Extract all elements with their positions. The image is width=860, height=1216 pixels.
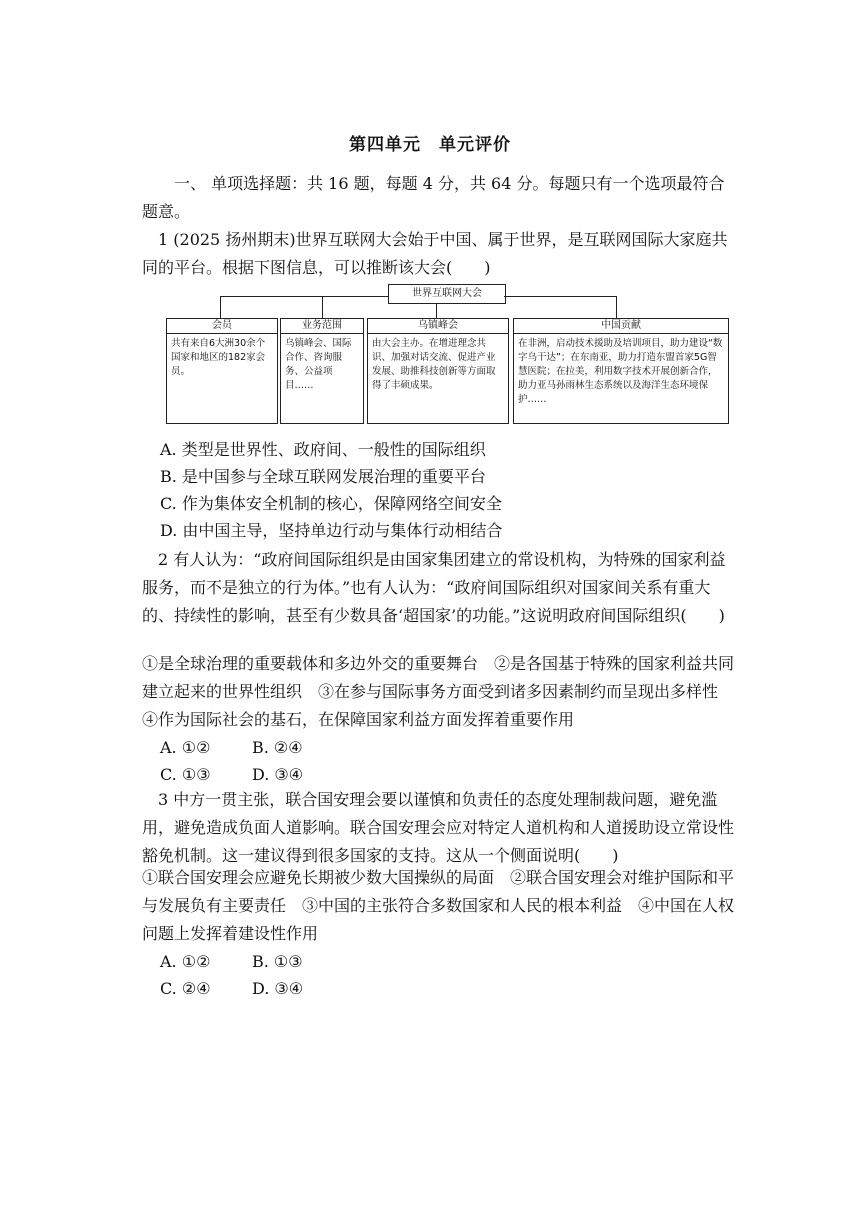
box-body: 由大会主办。在增进理念共识、加强对话交流、促进产业发展、助推科技创新等方面取得了丰硕成果。 xyxy=(372,338,496,391)
question-3-stem: 3 中方一贯主张，联合国安理会要以谨慎和负责任的态度处理制裁问题，避免滥用，避免造成负面人道影响。联合国安理会应对特定人道机构和人道援助设立常设性豁免机制。这一建议得到很多国家的支持。这从一个侧面说明( ) xyxy=(142,790,735,865)
question-2-option-b: B. ②④ xyxy=(252,738,303,757)
connector-drop-1 xyxy=(220,296,221,318)
question-3-option-d: D. ③④ xyxy=(252,979,304,998)
diagram-box-contribution xyxy=(513,318,729,424)
page-title: 第四单元 单元评价 xyxy=(349,135,511,155)
question-3-items: ①联合国安理会应避免长期被少数大国操纵的局面 ②联合国安理会对维护国际和平与发展负有主要责任 ③中国的主张符合多数国家和人民的根本利益 ④中国在人权问题上发挥着建设性作用 xyxy=(142,868,735,943)
question-1-option-a: A. 类型是世界性、政府间、一般性的国际组织 xyxy=(160,440,486,459)
diagram-box-members xyxy=(166,318,278,424)
question-2-option-a: A. ①② xyxy=(160,738,211,757)
box-body: 共有来自6大洲30余个国家和地区的182家会员。 xyxy=(171,338,266,377)
box-head: 业务范围 xyxy=(281,319,363,334)
box-head: 会员 xyxy=(167,319,277,334)
question-2-stem: 2 有人认为：“政府间国际组织是由国家集团建立的常设机构，为特殊的国家利益服务，而不是独立的行为体。”也有人认为：“政府间国际组织对国家间关系有重大的、持续性的影响，甚至有少数具备‘超国家’的功能。”这说明政府间国际组织( ) xyxy=(142,550,726,625)
diagram-top-box: 世界互联网大会 xyxy=(388,284,506,304)
question-1-stem: 1 (2025 扬州期末)世界互联网大会始于中国、属于世界，是互联网国际大家庭共同的平台。根据下图信息，可以推断该大会( ) xyxy=(142,230,728,277)
question-2-option-d: D. ③④ xyxy=(252,765,304,784)
connector-left xyxy=(220,296,388,297)
question-3-option-b: B. ①③ xyxy=(252,952,303,971)
connector-drop-2 xyxy=(322,296,323,318)
question-2-items: ①是全球治理的重要载体和多边外交的重要舞台 ②是各国基于特殊的国家利益共同建立起来的世界性组织 ③在参与国际事务方面受到诸多因素制约而呈现出多样性 ④作为国际社会的基石，在保障国家利益方面发挥着重要作用 xyxy=(142,654,735,729)
box-head: 乌镇峰会 xyxy=(368,319,508,334)
diagram-box-summit xyxy=(367,318,509,424)
section-intro: 一、 单项选择题：共 16 题，每题 4 分，共 64 分。每题只有一个选项最符合题意。 xyxy=(142,174,725,221)
connector-drop-4 xyxy=(616,296,617,318)
box-body: 在非洲，启动技术援助及培训项目，助力建设“数字乌干达”；在东南亚，助力打造东盟首家5G智慧医院；在拉美，利用数字技术开展创新合作，助力亚马孙雨林生态系统以及海洋生态环境保护…… xyxy=(518,338,723,405)
question-1-option-d: D. 由中国主导，坚持单边行动与集体行动相结合 xyxy=(160,521,503,540)
question-1-option-c: C. 作为集体安全机制的核心，保障网络空间安全 xyxy=(160,494,502,513)
question-3-option-a: A. ①② xyxy=(160,952,211,971)
box-body: 乌镇峰会、国际合作、咨询服务、公益项目…… xyxy=(285,338,352,391)
question-1-option-b: B. 是中国参与全球互联网发展治理的重要平台 xyxy=(160,467,486,486)
box-head: 中国贡献 xyxy=(514,319,728,334)
connector-right xyxy=(504,296,616,297)
question-2-option-c: C. ①③ xyxy=(160,765,211,784)
question-1-diagram xyxy=(166,284,730,430)
connector-drop-3 xyxy=(436,303,437,318)
question-3-option-c: C. ②④ xyxy=(160,979,211,998)
diagram-box-scope xyxy=(280,318,364,424)
